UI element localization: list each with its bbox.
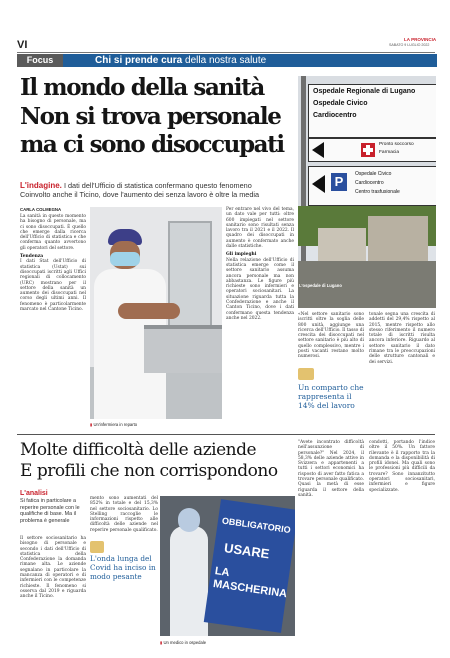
sign-line: Ospedale Civico [355,171,392,177]
pullquote-icon [90,541,104,553]
article1-col4 [369,312,435,365]
section-title [95,54,266,67]
nurse-photo [90,207,222,419]
section-bar [17,54,437,67]
body-paragraph: Il settore sociosanitario ha bisogno di personale e secondo i dati dell'Ufficio di statistica della Confederazione la domanda rimane alta. Le aziende segnalano in particolare la mancanza di operatori e di infermieri con le competenze richieste. Il fenomeno si osserva dal 2019 e riguarda anche il Ticino. [20,536,88,600]
section-tag: Focus [17,54,63,67]
article1-col1 [20,207,86,312]
article2-pullquote: L'onda lunga del Covid ha inciso in modo pesante [90,554,156,581]
header-rule [17,52,435,53]
article-divider [17,434,435,435]
subhead: Gli impieghi [226,252,257,258]
red-cross-icon [361,143,375,157]
article2-deck: Si fatica in particolare a reperire personale con le qualifiche di base. Ma il problema è generale [20,498,80,524]
building [318,228,366,263]
article2-col3 [298,440,364,498]
sign-line: Cardiocentro [355,180,384,186]
pullquote-icon [298,368,314,380]
sign-line: Ospedale Regionale di Lugano [313,88,416,95]
section-title-light: della nostra salute [185,55,267,66]
body-paragraph: mento sono aumentati del 852% in totale e del 15,3% nel settore sociosanitario. Lo Stelling raccoglie le informazioni rispetto alle difficoltà delle aziende nel reperire personale qualificato. [90,496,160,533]
mask-sign-photo [160,496,295,636]
parking-icon: P [331,173,347,191]
mask-photo-caption [160,640,206,645]
sign-word: LA MASCHERINA [212,565,288,601]
building [368,216,428,261]
article1-headline [20,74,305,160]
body-paragraph: condotti, portando l'indice oltre il 50%. Un fattore rilevante è il rapporto tra la domanda e la disponibilità di profili idonei. Ma quali sono le professioni più difficili da trovare? Sono innanzitutto operatori sociosanitari, infermieri e figure specializzate. [369,440,437,493]
face-mask [110,252,140,266]
sign-line: Pronto soccorso [379,142,414,147]
article1-deck [20,181,310,199]
headline-line: Non si trova personale [20,102,281,130]
body-paragraph: La sanità in questo momento ha bisogno di personale, ma ci sono disoccupati. È quello che emerge dalla ricerca dell'Ufficio di statistica e che conferma quanto avvertono gli operatori del settore. [20,214,88,251]
header-date: SABATO 9 LUGLIO 2022 [389,43,430,47]
subhead: Tendenza [20,254,44,260]
body-paragraph: "Avete incontrato difficoltà nell'assunzione di personale?" Nel 2024, il 58,3% delle aziende attive in Svizzera e appartenenti a tutti i settori economici ha risposto di aver fatto fatica a trovare personale qualificato. Quasi la metà di esse riguarda il settore della sanità. [298,440,366,498]
doctor-head [178,508,200,532]
caption-text: Un'infermiera in reparto [93,422,138,427]
headline-line: Il mondo della sanità [20,74,264,101]
section-title-bold: Chi si prende cura [95,55,183,66]
article1-kicker: L'indagine. [20,181,62,190]
caption-marker-icon: ▮ [90,422,93,427]
hospital-sign-photo [298,76,436,308]
article1-pullquote [298,368,364,410]
nurse-photo-caption [90,422,137,427]
article2-col2 [90,496,158,581]
page-number: VI [17,39,28,51]
sign-line: Ospedale Civico [313,100,368,107]
doctor-figure [170,526,208,636]
mask-sign [204,499,295,633]
body-paragraph: I dati Stat dell'Ufficio di statistica (Ustat) sui disoccupati iscritti agli Uffici regionali di collocamento (URC) mostrano per il settore della sanità un aumento dei disoccupati nel corso degli ultimi anni. Il fenomeno è particolarmente marcato nel Cantone Ticino. [20,259,88,313]
sign-lower-panel [308,166,436,206]
article1-col2 [226,207,294,321]
article1-col3 [298,312,364,360]
sign-line: Centro trasfusionale [355,189,400,195]
deck-line: I dati dell'Ufficio di statistica confermano questo fenomeno [63,181,252,190]
headline-line: Molte difficoltà delle aziende [20,440,257,460]
sign-line: Cardiocentro [313,112,357,119]
sign-line: Farmacia [379,150,399,155]
caption-text: Un medico in ospedale [163,640,207,645]
pullquote-text: Un comparto che rappresenta il 14% del lavoro [298,383,364,410]
caption-marker-icon: ▮ [160,640,163,645]
brand-line: LA PROVINCIA [404,37,437,42]
sign-photo-caption: L'ospedale di Lugano [299,283,342,288]
body-paragraph: tonale segna una crescita di addetti del 29,4% rispetto al 2015, mentre rispetto allo stesso riferimento il numero totale di iscritti risulta ancora inferiore. Riguardo al settore sanitario il dato rimane tra le preoccupazioni delle strutture cantonali e dei servizi. [369,312,437,365]
article2-kicker: L'analisi [20,490,48,497]
bed-rail [144,325,222,373]
arrow-left-icon [312,142,324,158]
sign-word: OBBLIGATORIO [221,515,292,536]
arrow-left-icon [312,175,325,193]
sign-word: USARE [223,540,271,562]
headline-line: ma ci sono disoccupati [20,131,284,158]
byline: CARLA COLMEGNA [20,207,62,212]
body-paragraph: «Nel settore sanitario sono iscritti oltre la soglia delle 800 unità, aggiunge una ricerca dell'Ufficio. Il tasso di crescita dei disoccupati nel settore sanitario è più alto di quello complessivo, mentre i posti vacanti restano molto numerosi. [298,312,366,360]
body-paragraph: Nella relazione dell'Ufficio di statistica emerge come il settore sanitario assuma ancora personale ma non abbastanza. Le figure più richieste sono infermieri e operatori sociosanitari. La situazione riguarda tutta la Confederazione e anche il Canton Ticino, dove i dati confermano questa tendenza anche nel 2022. [226,257,296,321]
body-paragraph: Per entrare nel vivo del tema, un dato vale per tutti: oltre 600 impiegati nel settore sanitario sono risultati senza lavoro tra il 2021 e il 2022. Il quadro dei disoccupati in aumento è confermato anche dalle statistiche. [226,207,296,250]
deck-line: Coinvolto anche il Ticino, dove l'aumento dei senza lavoro è oltre la media [20,190,260,199]
sign-panel [308,84,436,138]
sign-arrow-panel [308,138,436,162]
article2-kicker-block [20,490,86,524]
headline-line: E profili che non corrispondono [20,461,278,481]
article2-col1 [20,536,86,600]
article2-headline [20,440,305,482]
article2-col4 [369,440,435,493]
nurse-arm [118,303,180,319]
